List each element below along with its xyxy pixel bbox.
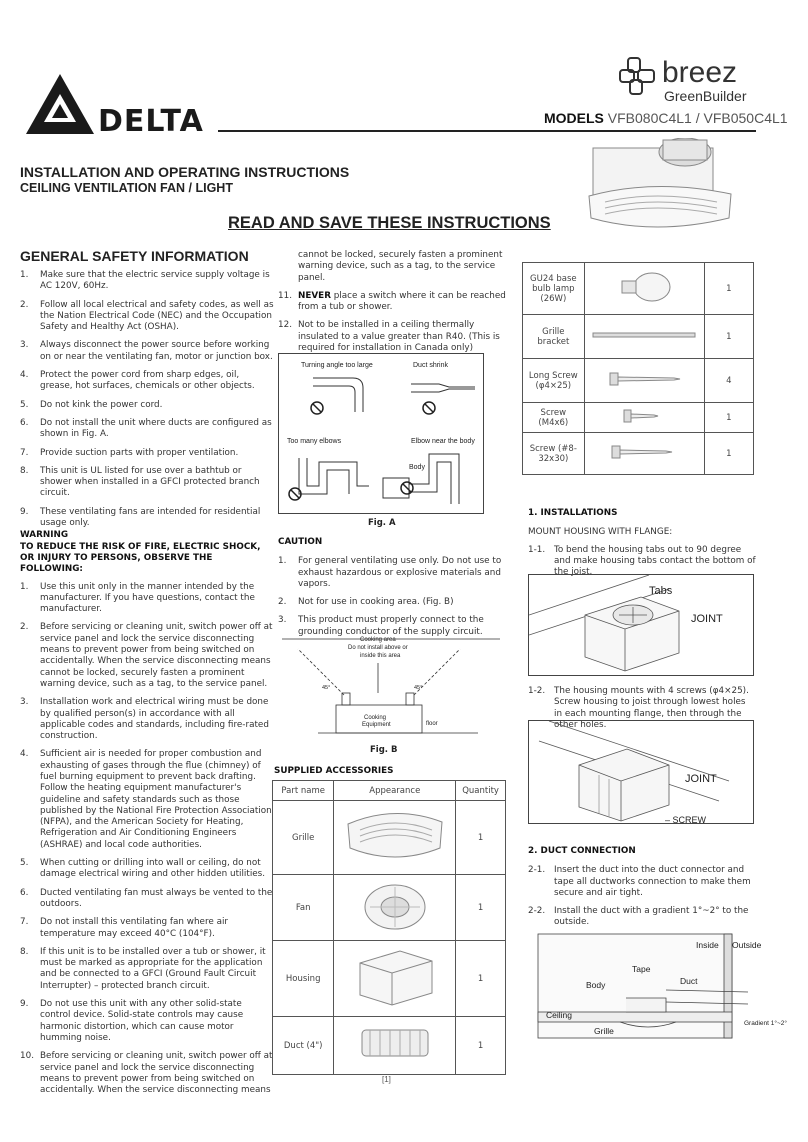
table-row: Screw (M4x6) 1 bbox=[523, 403, 754, 433]
models-label: MODELS bbox=[544, 110, 604, 126]
list-item: 1. For general ventilating use only. Do not use to exhaust hazardous or explosive materials and vapors. bbox=[278, 556, 502, 589]
grille-bracket-image bbox=[584, 315, 704, 359]
duct-image bbox=[334, 1017, 456, 1075]
list-item: 4. Sufficient air is needed for proper combustion and exhausting of gases through the flue (chimney) of fuel burning equipment to prevent back drafting. Follow the heating equipment manufacturer's guideline and safety standards such as those published by the National Fire Protection Association (NFPA), and the American Society for Heating, Refrigeration and Air Conditioning Engineers (ASHRAE) and local code authorities. bbox=[20, 749, 272, 850]
long-screw-image bbox=[584, 359, 704, 403]
list-item: 4. Protect the power cord from sharp edges, oil, grease, hot surfaces, chemicals or other objects. bbox=[20, 370, 255, 392]
models-line bbox=[544, 110, 788, 126]
duct-connection-section bbox=[528, 846, 756, 936]
list-item: 10. Before servicing or cleaning unit, switch power off at service panel and lock the service disconnecting means to prevent power from being switched on accidentally. When the service disconnecting means bbox=[20, 1051, 273, 1096]
models-value: VFB080C4L1 / VFB050C4L1 bbox=[607, 110, 788, 126]
list-item: 8. This unit is UL listed for use over a bathtub or shower when installed in a GFCI protected branch circuit. bbox=[20, 465, 260, 499]
list-item: 3. This product must properly connect to the grounding conductor of the supply circuit. bbox=[278, 615, 484, 637]
middle-list bbox=[278, 250, 506, 361]
installations-title: 1. INSTALLATIONS bbox=[528, 508, 618, 518]
sub-brand: GreenBuilder bbox=[664, 88, 747, 104]
list-item: 12. Not to be installed in a ceiling thermally insulated to a value greater than R40. (This is required for installation in Canada only) bbox=[278, 320, 500, 354]
screw-832-image bbox=[584, 433, 704, 475]
table-row: Long Screw (φ4×25) 4 bbox=[523, 359, 754, 403]
figure-screw: JOINT – SCREW bbox=[528, 720, 754, 824]
list-item: 7. Do not install this ventilating fan where air temperature may exceed 40°C (104°F). bbox=[20, 917, 229, 939]
table-row: Grille 1 bbox=[273, 801, 506, 875]
caution-title: CAUTION bbox=[278, 537, 323, 547]
supplied-accessories-title: SUPPLIED ACCESSORIES bbox=[274, 766, 394, 776]
list-item: 2. Before servicing or cleaning unit, switch power off at service panel and lock the service disconnecting means to prevent power from being switched on accidentally. When the service disconnecting means cannot be locked, securely fasten a prominent warning device, such as a tag, to the service panel. bbox=[20, 622, 273, 689]
list-item: cannot be locked, securely fasten a prominent warning device, such as a tag, to the service panel. bbox=[298, 250, 503, 283]
accessories-table-right bbox=[522, 262, 754, 475]
figure-tabs: Tabs JOINT bbox=[528, 574, 754, 676]
mount-title: MOUNT HOUSING WITH FLANGE: bbox=[528, 527, 673, 538]
list-item: 1-1. To bend the housing tabs out to 90 degree and make housing tabs contact the bottom of the joist. bbox=[528, 544, 756, 578]
list-item: 5. When cutting or drilling into wall or ceiling, do not damage electrical wiring and other hidden utilities. bbox=[20, 858, 266, 880]
main-title: INSTALLATION AND OPERATING INSTRUCTIONS bbox=[20, 164, 350, 180]
list-item: 8. If this unit is to be installed over a tub or shower, it must be marked as appropriate for the application and be connected to a GFCI (Ground Fault Circuit Interrupter) – protected branch circuit. bbox=[20, 946, 266, 991]
list-item: 5. Do not kink the power cord. bbox=[20, 399, 163, 410]
list-item: 2. Follow all local electrical and safety codes, as well as the Nation Electrical Code (NEC) and the Occupation Safety and Healthy Act (OSHA). bbox=[20, 299, 274, 333]
list-item: 2-1. Insert the duct into the duct connector and tape all ductworks connection to make them secure and air tight. bbox=[528, 865, 751, 898]
list-item: 6. Do not install the unit where ducts are configured as shown in Fig. A. bbox=[20, 417, 272, 440]
figure-a: Turning angle too large Duct shrink Too many elbows Elbow near the body Body bbox=[278, 353, 484, 514]
table-row: Screw (#8-32x30) 1 bbox=[523, 433, 754, 475]
list-item: 11. NEVER place a switch where it can be reached from a tub or shower. bbox=[278, 290, 506, 313]
page-number: [1] bbox=[382, 1075, 391, 1084]
list-item: 1. Use this unit only in the manner intended by the manufacturer. If you have questions, contact the manufacturer. bbox=[20, 581, 255, 615]
list-item: 1-2. The housing mounts with 4 screws (φ4×25). Screw housing to joist through lowest holes in each mounting flange, then through the other holes. bbox=[528, 686, 749, 730]
list-item: 1. Make sure that the electric service supply voltage is AC 120V, 60Hz. bbox=[20, 270, 270, 292]
product-line: breez bbox=[662, 56, 738, 89]
table-row: Grille bracket 1 bbox=[523, 315, 754, 359]
accessories-table-left bbox=[272, 780, 506, 1075]
list-item: 9. These ventilating fans are intended for residential usage only. bbox=[20, 506, 261, 529]
short-screw-image bbox=[584, 403, 704, 433]
table-row: Duct (4") 1 bbox=[273, 1017, 506, 1075]
table-row: Part name Appearance Quantity bbox=[273, 781, 506, 801]
warning-title: WARNING bbox=[20, 530, 69, 541]
sub-title: CEILING VENTILATION FAN / LIGHT bbox=[20, 181, 233, 195]
general-safety-heading: GENERAL SAFETY INFORMATION bbox=[20, 248, 249, 264]
figure-b: Cooking area Do not install above or inside this area 45° 45° Cooking Equipment floor bbox=[278, 635, 500, 735]
list-item: 3. Installation work and electrical wiring must be done by qualified person(s) in accordance with all applicable codes and standards, including fire-rated construction. bbox=[20, 697, 269, 742]
fan-image bbox=[334, 875, 456, 941]
caution-section bbox=[278, 537, 506, 645]
figure-duct: Inside Outside Tape Body Duct Ceiling Grille Gradient 1°~2° bbox=[536, 932, 798, 1048]
header-rule bbox=[218, 130, 756, 132]
fig-a-caption: Fig. A bbox=[368, 518, 396, 528]
housing-image bbox=[334, 941, 456, 1017]
general-safety-list bbox=[20, 270, 274, 1103]
duct-connection-title: 2. DUCT CONNECTION bbox=[528, 846, 636, 856]
warning-subtitle: TO REDUCE THE RISK OF FIRE, ELECTRIC SHOCK, OR INJURY TO PERSONS, OBSERVE THE FOLLOWING: bbox=[20, 541, 261, 575]
list-item: 2. Not for use in cooking area. (Fig. B) bbox=[278, 597, 454, 608]
read-save-heading: READ AND SAVE THESE INSTRUCTIONS bbox=[228, 214, 551, 232]
list-item: 3. Always disconnect the power source before working on or near the ventilating fan, motor or junction box. bbox=[20, 340, 273, 362]
list-item: 7. Provide suction parts with proper ventilation. bbox=[20, 447, 239, 458]
list-item: 9. Do not use this unit with any other solid-state control device. Solid-state controls may cause harmonic distortion, which can cause motor humming noise. bbox=[20, 999, 244, 1043]
company-name: DELTA bbox=[98, 104, 204, 139]
table-row: GU24 base bulb lamp (26W) 1 bbox=[523, 263, 754, 315]
fig-b-caption: Fig. B bbox=[370, 745, 398, 755]
lamp-image bbox=[584, 263, 704, 315]
list-item: 6. Ducted ventilating fan must always be vented to the outdoors. bbox=[20, 887, 273, 909]
table-row: Fan 1 bbox=[273, 875, 506, 941]
grille-image bbox=[334, 801, 456, 875]
list-item: 2-2. Install the duct with a gradient 1°~2° to the outside. bbox=[528, 906, 749, 928]
table-row: Housing 1 bbox=[273, 941, 506, 1017]
